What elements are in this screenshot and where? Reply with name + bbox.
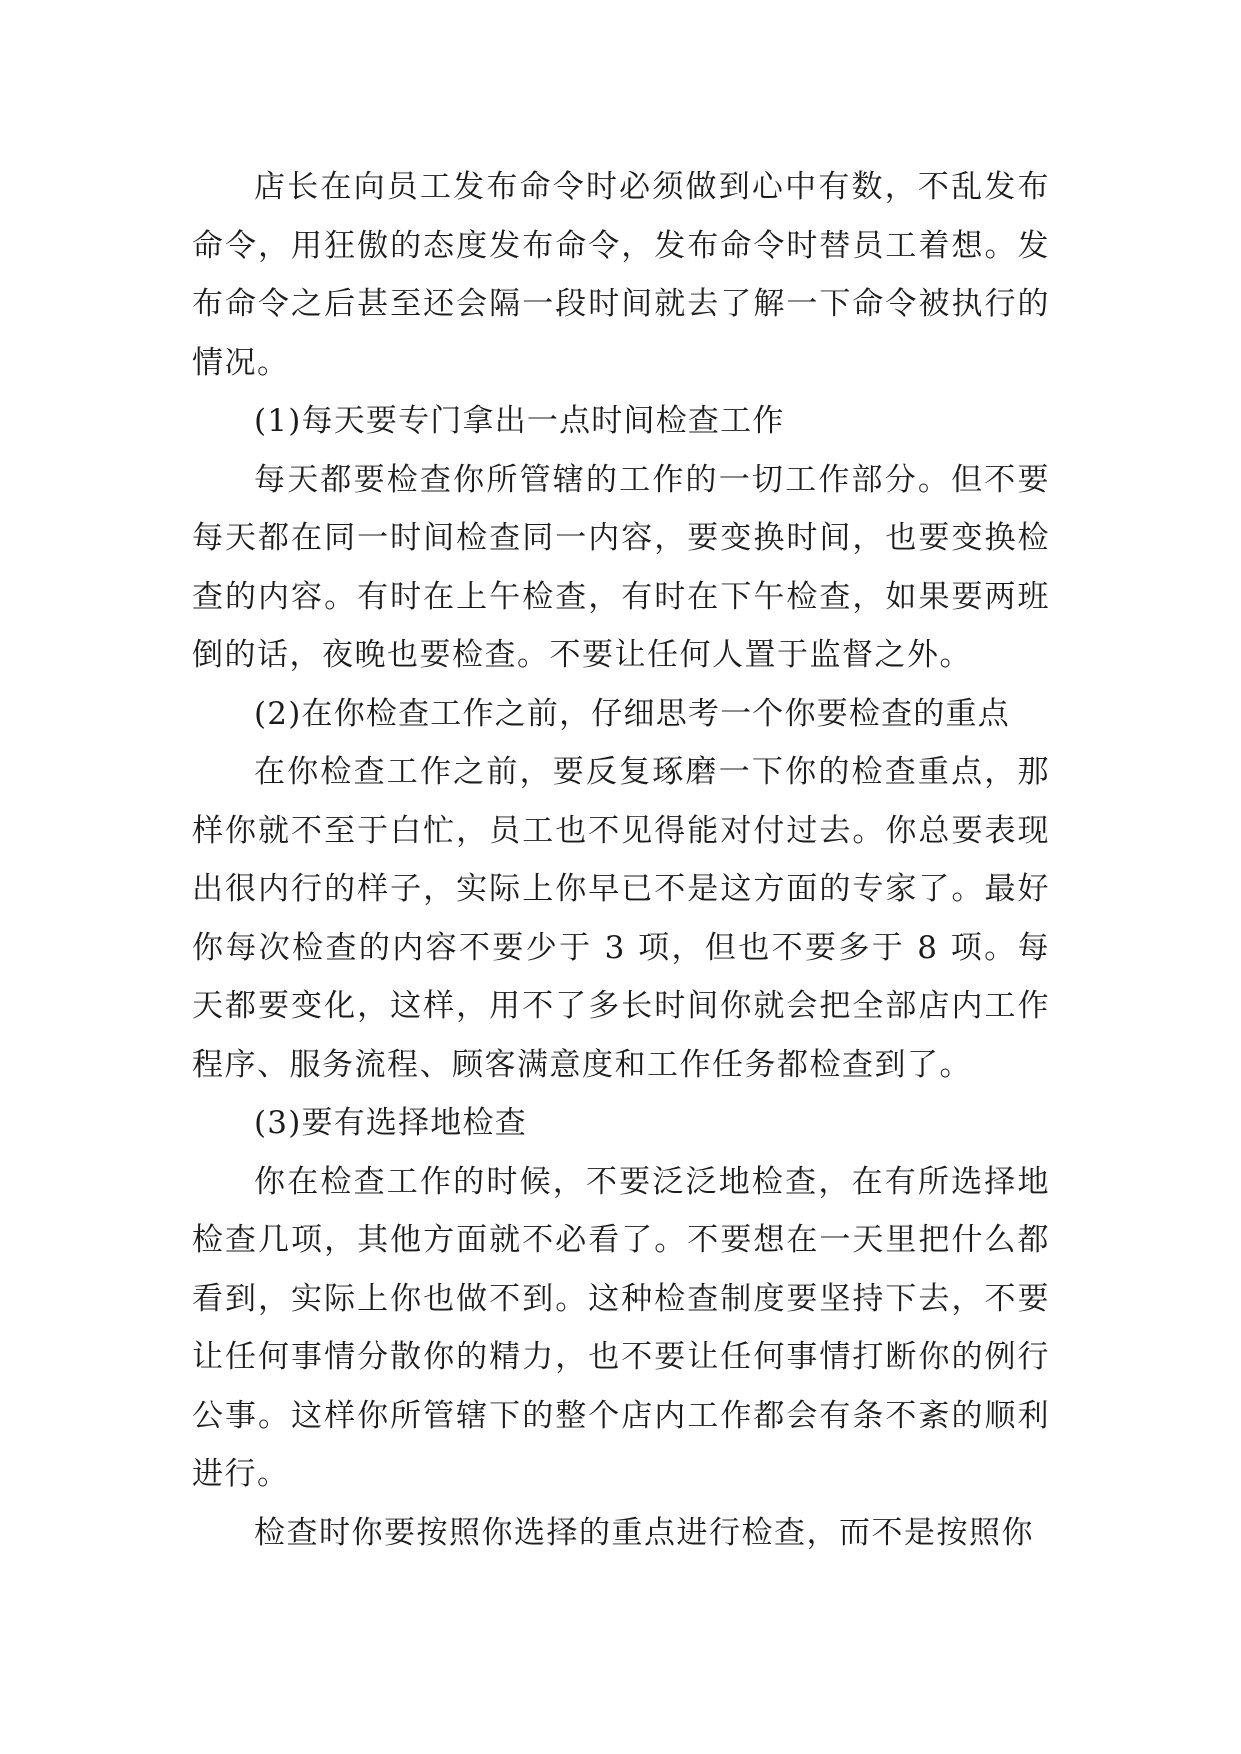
paragraph-section-1: 每天都要检查你所管辖的工作的一切工作部分。但不要每天都在同一时间检查同一内容，要变换时间，也要变换检查的内容。有时在上午检查，有时在下午检查，如果要两班倒的话，夜晚也要检查。不要让任何人置于监督之外。 <box>192 461 1050 673</box>
paragraph-continued: 检查时你要按照你选择的重点进行检查，而不是按照你 <box>254 1514 1034 1551</box>
paragraph-section-3: 你在检查工作的时候，不要泛泛地检查，在有所选择地检查几项，其他方面就不必看了。不要想在一天里把什么都看到，实际上你也做不到。这种检查制度要坚持下去，不要让任何事情分散你的精力，也不要让任何事情打断你的例行公事。这样你所管辖下的整个店内工作都会有条不紊的顺利进行。 <box>192 1163 1050 1492</box>
document-body <box>192 158 1050 1562</box>
section-heading-1: (1)每天要专门拿出一点时间检查工作 <box>254 403 785 439</box>
section-heading-3: (3)要有选择地检查 <box>254 1105 527 1141</box>
paragraph-section-2: 在你检查工作之前，要反复琢磨一下你的检查重点，那样你就不至于白忙，员工也不见得能对付过去。你总要表现出很内行的样子，实际上你早已不是这方面的专家了。最好你每次检查的内容不要少于 3 项，但也不要多于 8 项。每天都要变化，这样，用不了多长时间你就会把全部店内工作程序、服务流程、顾客满意度和工作任务都检查到了。 <box>192 754 1050 1083</box>
paragraph-intro: 店长在向员工发布命令时必须做到心中有数，不乱发布命令，用狂傲的态度发布命令，发布命令时替员工着想。发布命令之后甚至还会隔一段时间就去了解一下命令被执行的情况。 <box>192 169 1050 381</box>
section-heading-2: (2)在你检查工作之前，仔细思考一个你要检查的重点 <box>254 695 1010 732</box>
